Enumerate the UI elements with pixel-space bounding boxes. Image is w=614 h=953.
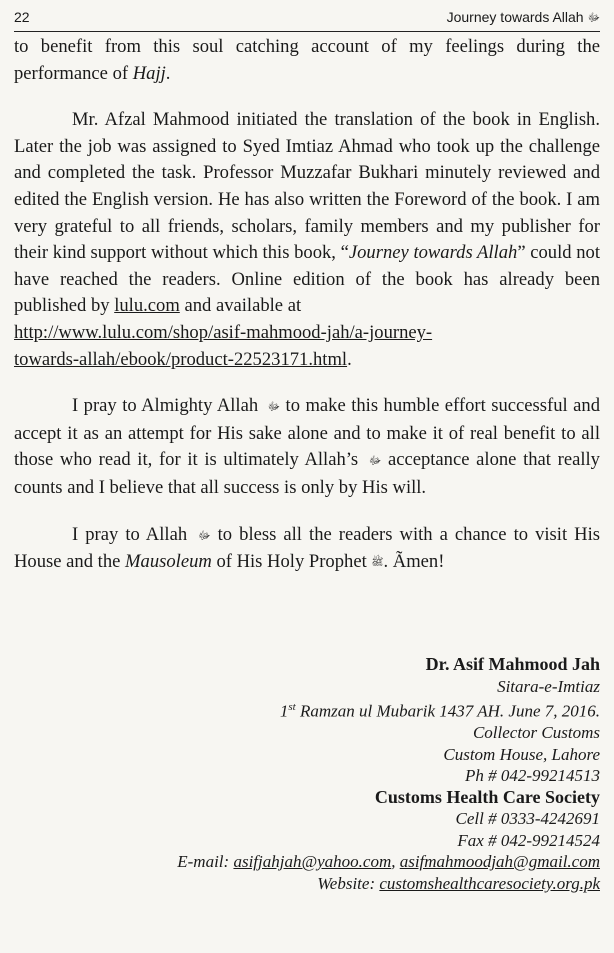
author-office: Custom House, Lahore (443, 744, 600, 764)
lulu-link[interactable]: lulu.com (114, 295, 180, 317)
p2-text-2: to make this humble effort successful and accept it as an attempt for His sake alone and to make it of real benefit to all those who read it, for it is ultimately Allah’s (14, 395, 600, 471)
p1-text-1: Mr. Afzal Mahmood initiated the translation of the book in English. Later the job was assigned to Syed Imtiaz Ahmad who took up the challenge and completed the task. Professor Muzzafar Bukhari minutely reviewed and edited the English version. He has also written the Foreword of the book. I am very grateful to all friends, scholars, family members and my publisher for their kind support without which this book, “ (14, 109, 600, 264)
date-day: 1 (279, 701, 289, 721)
page-body (14, 34, 600, 577)
paragraph-continued-end (14, 61, 600, 88)
url-line-1 (14, 320, 600, 347)
date-suffix: st (288, 701, 296, 713)
p2-text-3: acceptance alone that really counts and I believe that all success is only by His will. (14, 449, 600, 498)
product-url-part2[interactable]: towards-allah/ebook/product-22523171.html (14, 348, 348, 370)
email-link-yahoo[interactable]: asifjahjah@yahoo.com (233, 852, 392, 872)
author-award: Sitara-e-Imtiaz (497, 676, 600, 696)
paragraph-translation (14, 107, 600, 320)
running-title (447, 9, 600, 27)
allah-glyph-icon: ﷻ (368, 455, 382, 468)
paragraph-prayer (14, 393, 600, 501)
allah-glyph-icon: ﷻ (267, 401, 281, 414)
author-phone: Ph # 042-99214513 (464, 766, 600, 786)
email-separator: , (391, 852, 400, 872)
signature-block (80, 654, 600, 894)
date-rest: Ramzan ul Mubarik 1437 AH. June 7, 2016. (295, 701, 600, 721)
p1-text-2: ” could not have reached the readers. Online edition of the book has already been published by (14, 242, 600, 317)
email-label: E-mail: (177, 852, 234, 872)
p3-text-3: of His Holy Prophet (211, 551, 372, 573)
prophet-glyph-icon: ﷺ (371, 557, 384, 569)
mausoleum-term: Mausoleum (125, 551, 212, 573)
society-cell: Cell # 0333-4242691 (455, 809, 600, 829)
email-line (80, 851, 600, 873)
p3-end: . Ãmen! (383, 551, 445, 573)
p0-end: . (165, 62, 171, 84)
p2-text-1: I pray to Almighty Allah (72, 395, 264, 417)
allah-glyph-icon: ﷻ (198, 529, 211, 542)
signature-date (80, 697, 600, 722)
society-name: Customs Health Care Society (374, 786, 600, 807)
author-name: Dr. Asif Mahmood Jah (425, 654, 600, 674)
website-label: Website: (317, 873, 380, 893)
p1-text-3: and available at (179, 295, 302, 317)
author-position: Collector Customs (472, 723, 600, 743)
paragraph-blessing (14, 522, 600, 577)
page-number: 22 (14, 9, 30, 25)
website-link[interactable]: customshealthcaresociety.org.pk (379, 873, 600, 893)
allah-glyph-icon: ﷻ (587, 12, 600, 24)
p0-line1: to benefit from this soul catching account of my feelings during the (14, 36, 600, 57)
url-line-2 (14, 347, 600, 374)
society-fax: Fax # 042-99214524 (457, 830, 600, 850)
paragraph-continued (14, 34, 600, 61)
hajj-term: Hajj (132, 62, 166, 84)
website-line (80, 873, 600, 895)
book-title: Journey towards Allah (348, 242, 518, 264)
running-title-text: Journey towards Allah (446, 9, 584, 25)
p3-text-1: I pray to Allah (72, 523, 195, 545)
p1-end: . (347, 348, 352, 370)
email-link-gmail[interactable]: asifmahmoodjah@gmail.com (399, 852, 600, 872)
p0-text: performance of (14, 62, 133, 84)
running-header (14, 5, 600, 32)
p3-text-2: to bless all the readers with a chance to visit His House and the (14, 523, 600, 573)
product-url-part1[interactable]: http://www.lulu.com/shop/asif-mahmood-jah/a-journey- (14, 321, 433, 343)
